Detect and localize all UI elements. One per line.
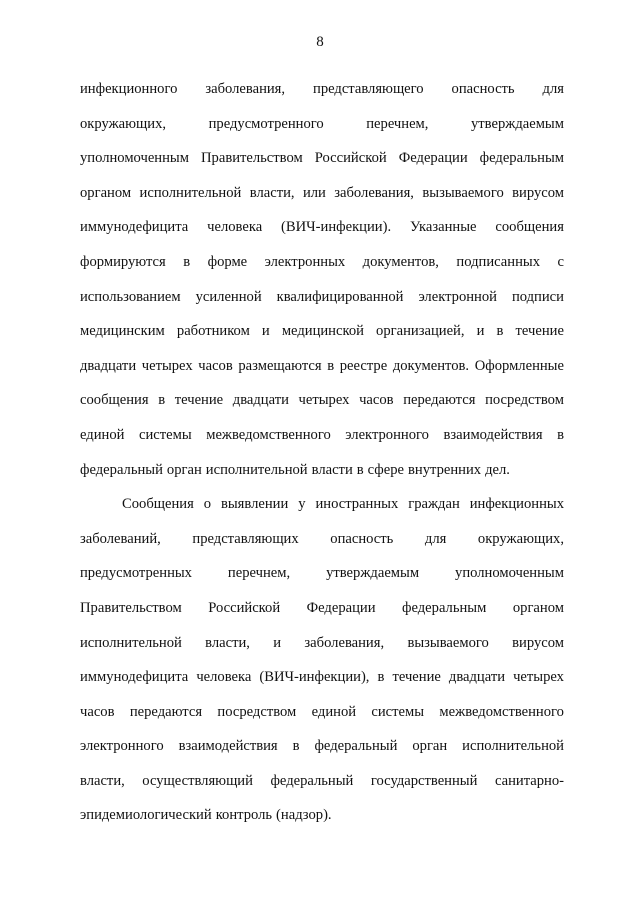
word: сообщения [495,219,564,236]
word: документов. [392,357,470,374]
word: двадцати [448,669,506,686]
word: формируются [80,253,166,270]
text-line [80,424,564,459]
word: электронных [264,253,346,270]
word: сфере [367,461,405,478]
document-body [80,78,564,839]
word: исполнительной [462,738,564,755]
word: часов [359,392,394,409]
word: исполнительной [139,184,242,201]
word: человека [196,669,252,686]
word: передаются [403,392,476,409]
word: федеральный [314,738,398,755]
word: граждан [408,496,460,513]
text-line [80,182,564,217]
word: федеральным [402,599,487,616]
word: контроль [215,807,273,824]
page-number: 8 [316,34,324,50]
word: Российской [208,599,281,616]
word: у [298,496,306,513]
word: течение [392,669,441,686]
word: документов, [362,253,439,270]
word: реестре [339,357,388,374]
word: исполнительной [205,461,308,478]
word: орган [412,738,448,755]
word: передаются [129,703,203,720]
text-line [80,216,564,251]
word: (ВИЧ-инфекции), [259,669,370,686]
word: орган [166,461,202,478]
word: Федерации [306,599,376,616]
word: уполномоченным [80,150,189,167]
word: работником [176,323,250,340]
word: двадцати [232,392,289,409]
word: санитарно- [494,772,564,789]
word: в [292,738,300,755]
word: форме [207,253,248,270]
word: в [377,669,385,686]
word: электронной [418,288,497,305]
word: Оформленные [474,357,564,374]
word: взаимодействия [443,426,543,443]
text-line [80,459,564,494]
word: квалифицированной [276,288,404,305]
word: инфекционного [80,81,178,97]
word: часов [198,357,233,374]
word: и [273,634,282,651]
text-line [80,286,564,321]
word: исполнительной [80,634,182,651]
word: и [476,323,485,340]
word: (ВИЧ-инфекции). [281,219,392,236]
word: взаимодействия [178,738,278,755]
text-line [80,78,564,113]
text-line [80,355,564,390]
word: системы [138,426,192,443]
word: утверждаемым [326,565,420,582]
word: четырех [141,357,193,374]
word: инфекционных [469,496,564,513]
word: Федерации [398,150,468,167]
word: опасность [330,530,394,547]
word: иммунодефицита [80,219,189,236]
word: вызываемого [407,634,489,651]
word: власти, [80,772,125,789]
word: предусмотренных [80,565,192,582]
text-line [80,493,564,528]
word: заболевания, [334,184,414,201]
word: Правительством [201,150,303,167]
word: в [356,461,364,478]
word: (надзор). [276,807,332,824]
word: власти, [205,634,250,651]
word: в [327,357,335,374]
text-line [80,320,564,355]
word: заболевания, [205,81,286,97]
paragraph [80,493,564,839]
word: медицинской [281,323,364,340]
word: усиленной [195,288,262,305]
word: Сообщения [122,496,194,513]
word: медицинским [80,323,165,340]
text-line [80,562,564,597]
word: в [183,253,191,270]
word: власти, [249,184,295,201]
word: осуществляющий [142,772,253,789]
word: заболевания, [304,634,385,651]
word: единой [311,703,357,720]
word: представляющего [313,81,424,97]
text-line [80,632,564,667]
word: для [424,530,447,547]
word: федеральный [270,772,354,789]
word: человека [207,219,263,236]
word: электронного [345,426,429,443]
word: течение [174,392,224,409]
word: окружающих, [80,115,167,132]
word: посредством [217,703,297,720]
word: государственный [370,772,478,789]
word: организацией, [376,323,465,340]
word: единой [80,426,125,443]
word: вызываемого [422,184,504,201]
word: или [302,184,326,201]
word: эпидемиологический [80,807,212,824]
word: перечнем, [366,115,429,132]
word: для [542,81,564,97]
word: электронного [80,738,164,755]
text-line [80,701,564,736]
word: органом [80,184,132,201]
word: течение [515,323,564,340]
text-line [80,147,564,182]
word: использованием [80,288,181,305]
text-line [80,389,564,424]
word: опасность [451,81,515,97]
text-line [80,666,564,701]
word: четырех [298,392,350,409]
word: уполномоченным [455,565,564,582]
word: двадцати [80,357,137,374]
word: власти [311,461,353,478]
word: дел. [485,461,510,478]
word: вирусом [512,634,564,651]
word: внутренних [408,461,482,478]
text-line [80,597,564,632]
word: иностранных [315,496,399,513]
word: сообщения [80,392,149,409]
text-line [80,804,564,839]
text-line [80,770,564,805]
word: предусмотренного [208,115,324,132]
word: межведомственного [439,703,564,720]
word: о [203,496,212,513]
text-line [80,735,564,770]
word: окружающих, [477,530,564,547]
word: перечнем, [227,565,291,582]
word: иммунодефицита [80,669,189,686]
word: в [158,392,166,409]
word: часов [80,703,115,720]
word: федеральный [80,461,163,478]
word: заболеваний, [80,530,161,547]
word: органом [512,599,564,616]
paragraph [80,78,564,493]
word: вирусом [512,184,564,201]
word: выявлении [220,496,289,513]
word: системы [371,703,425,720]
word: Указанные [409,219,477,236]
text-line [80,113,564,148]
word: посредством [485,392,564,409]
word: подписанных [456,253,540,270]
word: и [261,323,270,340]
word: в [557,426,564,443]
word: Российской [314,150,387,167]
word: четырех [513,669,564,686]
word: с [557,253,564,270]
text-line [80,528,564,563]
word: Правительством [80,599,182,616]
word: утверждаемым [470,115,564,132]
word: представляющих [192,530,299,547]
word: подписи [511,288,564,305]
word: федеральным [479,150,564,167]
word: размещаются [238,357,322,374]
word: в [496,323,504,340]
text-line [80,251,564,286]
word: межведомственного [206,426,331,443]
